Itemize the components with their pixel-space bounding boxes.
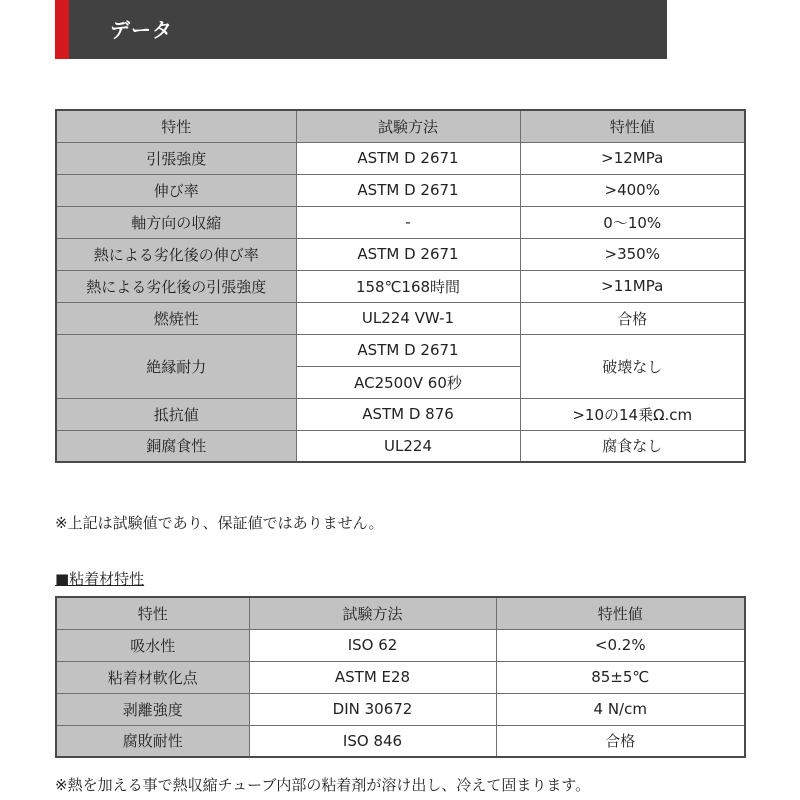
row-property: 吸水性 xyxy=(56,629,249,661)
table-row xyxy=(56,270,745,302)
section-title-data: データ xyxy=(110,18,173,42)
table-row xyxy=(56,693,745,725)
row-method: ASTM D 2671 xyxy=(296,334,520,366)
row-method: - xyxy=(296,206,520,238)
row-property: 軸方向の収縮 xyxy=(56,206,296,238)
table-row xyxy=(56,661,745,693)
properties-table xyxy=(55,109,746,463)
test-value-note: ※上記は試験値であり、保証値ではありません。 xyxy=(55,514,384,532)
row-value: 合格 xyxy=(496,725,745,757)
row-value: 0〜10% xyxy=(520,206,745,238)
row-method: ASTM D 2671 xyxy=(296,142,520,174)
section-header-bar xyxy=(55,0,667,59)
table-row xyxy=(56,629,745,661)
column-header-method: 試験方法 xyxy=(296,110,520,142)
column-header-method: 試験方法 xyxy=(249,597,496,629)
row-method: ASTM E28 xyxy=(249,661,496,693)
row-method: ASTM D 2671 xyxy=(296,174,520,206)
row-property: 伸び率 xyxy=(56,174,296,206)
column-header-value: 特性値 xyxy=(520,110,745,142)
row-value: 4 N/cm xyxy=(496,693,745,725)
table-row xyxy=(56,302,745,334)
row-method: ISO 62 xyxy=(249,629,496,661)
row-value: 破壊なし xyxy=(520,334,745,398)
table-row xyxy=(56,334,745,366)
table-row xyxy=(56,142,745,174)
row-property: 燃焼性 xyxy=(56,302,296,334)
row-method: ASTM D 2671 xyxy=(296,238,520,270)
row-value: 腐食なし xyxy=(520,430,745,462)
row-property: 銅腐食性 xyxy=(56,430,296,462)
row-method: ISO 846 xyxy=(249,725,496,757)
adhesive-properties-table xyxy=(55,596,746,758)
row-method: UL224 VW-1 xyxy=(296,302,520,334)
row-property: 剥離強度 xyxy=(56,693,249,725)
adhesive-note: ※熱を加える事で熱収縮チューブ内部の粘着剤が溶け出し、冷えて固まります。 xyxy=(55,776,591,794)
header-accent-stripe xyxy=(55,0,69,59)
table-row xyxy=(56,398,745,430)
row-method: 158℃168時間 xyxy=(296,270,520,302)
row-property: 絶縁耐力 xyxy=(56,334,296,398)
row-method: DIN 30672 xyxy=(249,693,496,725)
row-method: ASTM D 876 xyxy=(296,398,520,430)
row-value: >350% xyxy=(520,238,745,270)
row-property: 腐敗耐性 xyxy=(56,725,249,757)
row-value: <0.2% xyxy=(496,629,745,661)
adhesive-section-title: ■粘着材特性 xyxy=(55,570,145,588)
row-property: 熱による劣化後の伸び率 xyxy=(56,238,296,270)
row-property: 引張強度 xyxy=(56,142,296,174)
table-row xyxy=(56,174,745,206)
table-header-row xyxy=(56,597,745,629)
table-row xyxy=(56,238,745,270)
row-method: UL224 xyxy=(296,430,520,462)
table-row xyxy=(56,430,745,462)
row-value: >12MPa xyxy=(520,142,745,174)
column-header-property: 特性 xyxy=(56,597,249,629)
table-header-row xyxy=(56,110,745,142)
row-value: >10の14乗Ω.cm xyxy=(520,398,745,430)
row-value: 85±5℃ xyxy=(496,661,745,693)
row-value: >400% xyxy=(520,174,745,206)
row-property: 抵抗値 xyxy=(56,398,296,430)
column-header-property: 特性 xyxy=(56,110,296,142)
row-value: >11MPa xyxy=(520,270,745,302)
row-property: 熱による劣化後の引張強度 xyxy=(56,270,296,302)
table-row xyxy=(56,725,745,757)
row-method: AC2500V 60秒 xyxy=(296,366,520,398)
table-row xyxy=(56,206,745,238)
column-header-value: 特性値 xyxy=(496,597,745,629)
row-property: 粘着材軟化点 xyxy=(56,661,249,693)
row-value: 合格 xyxy=(520,302,745,334)
